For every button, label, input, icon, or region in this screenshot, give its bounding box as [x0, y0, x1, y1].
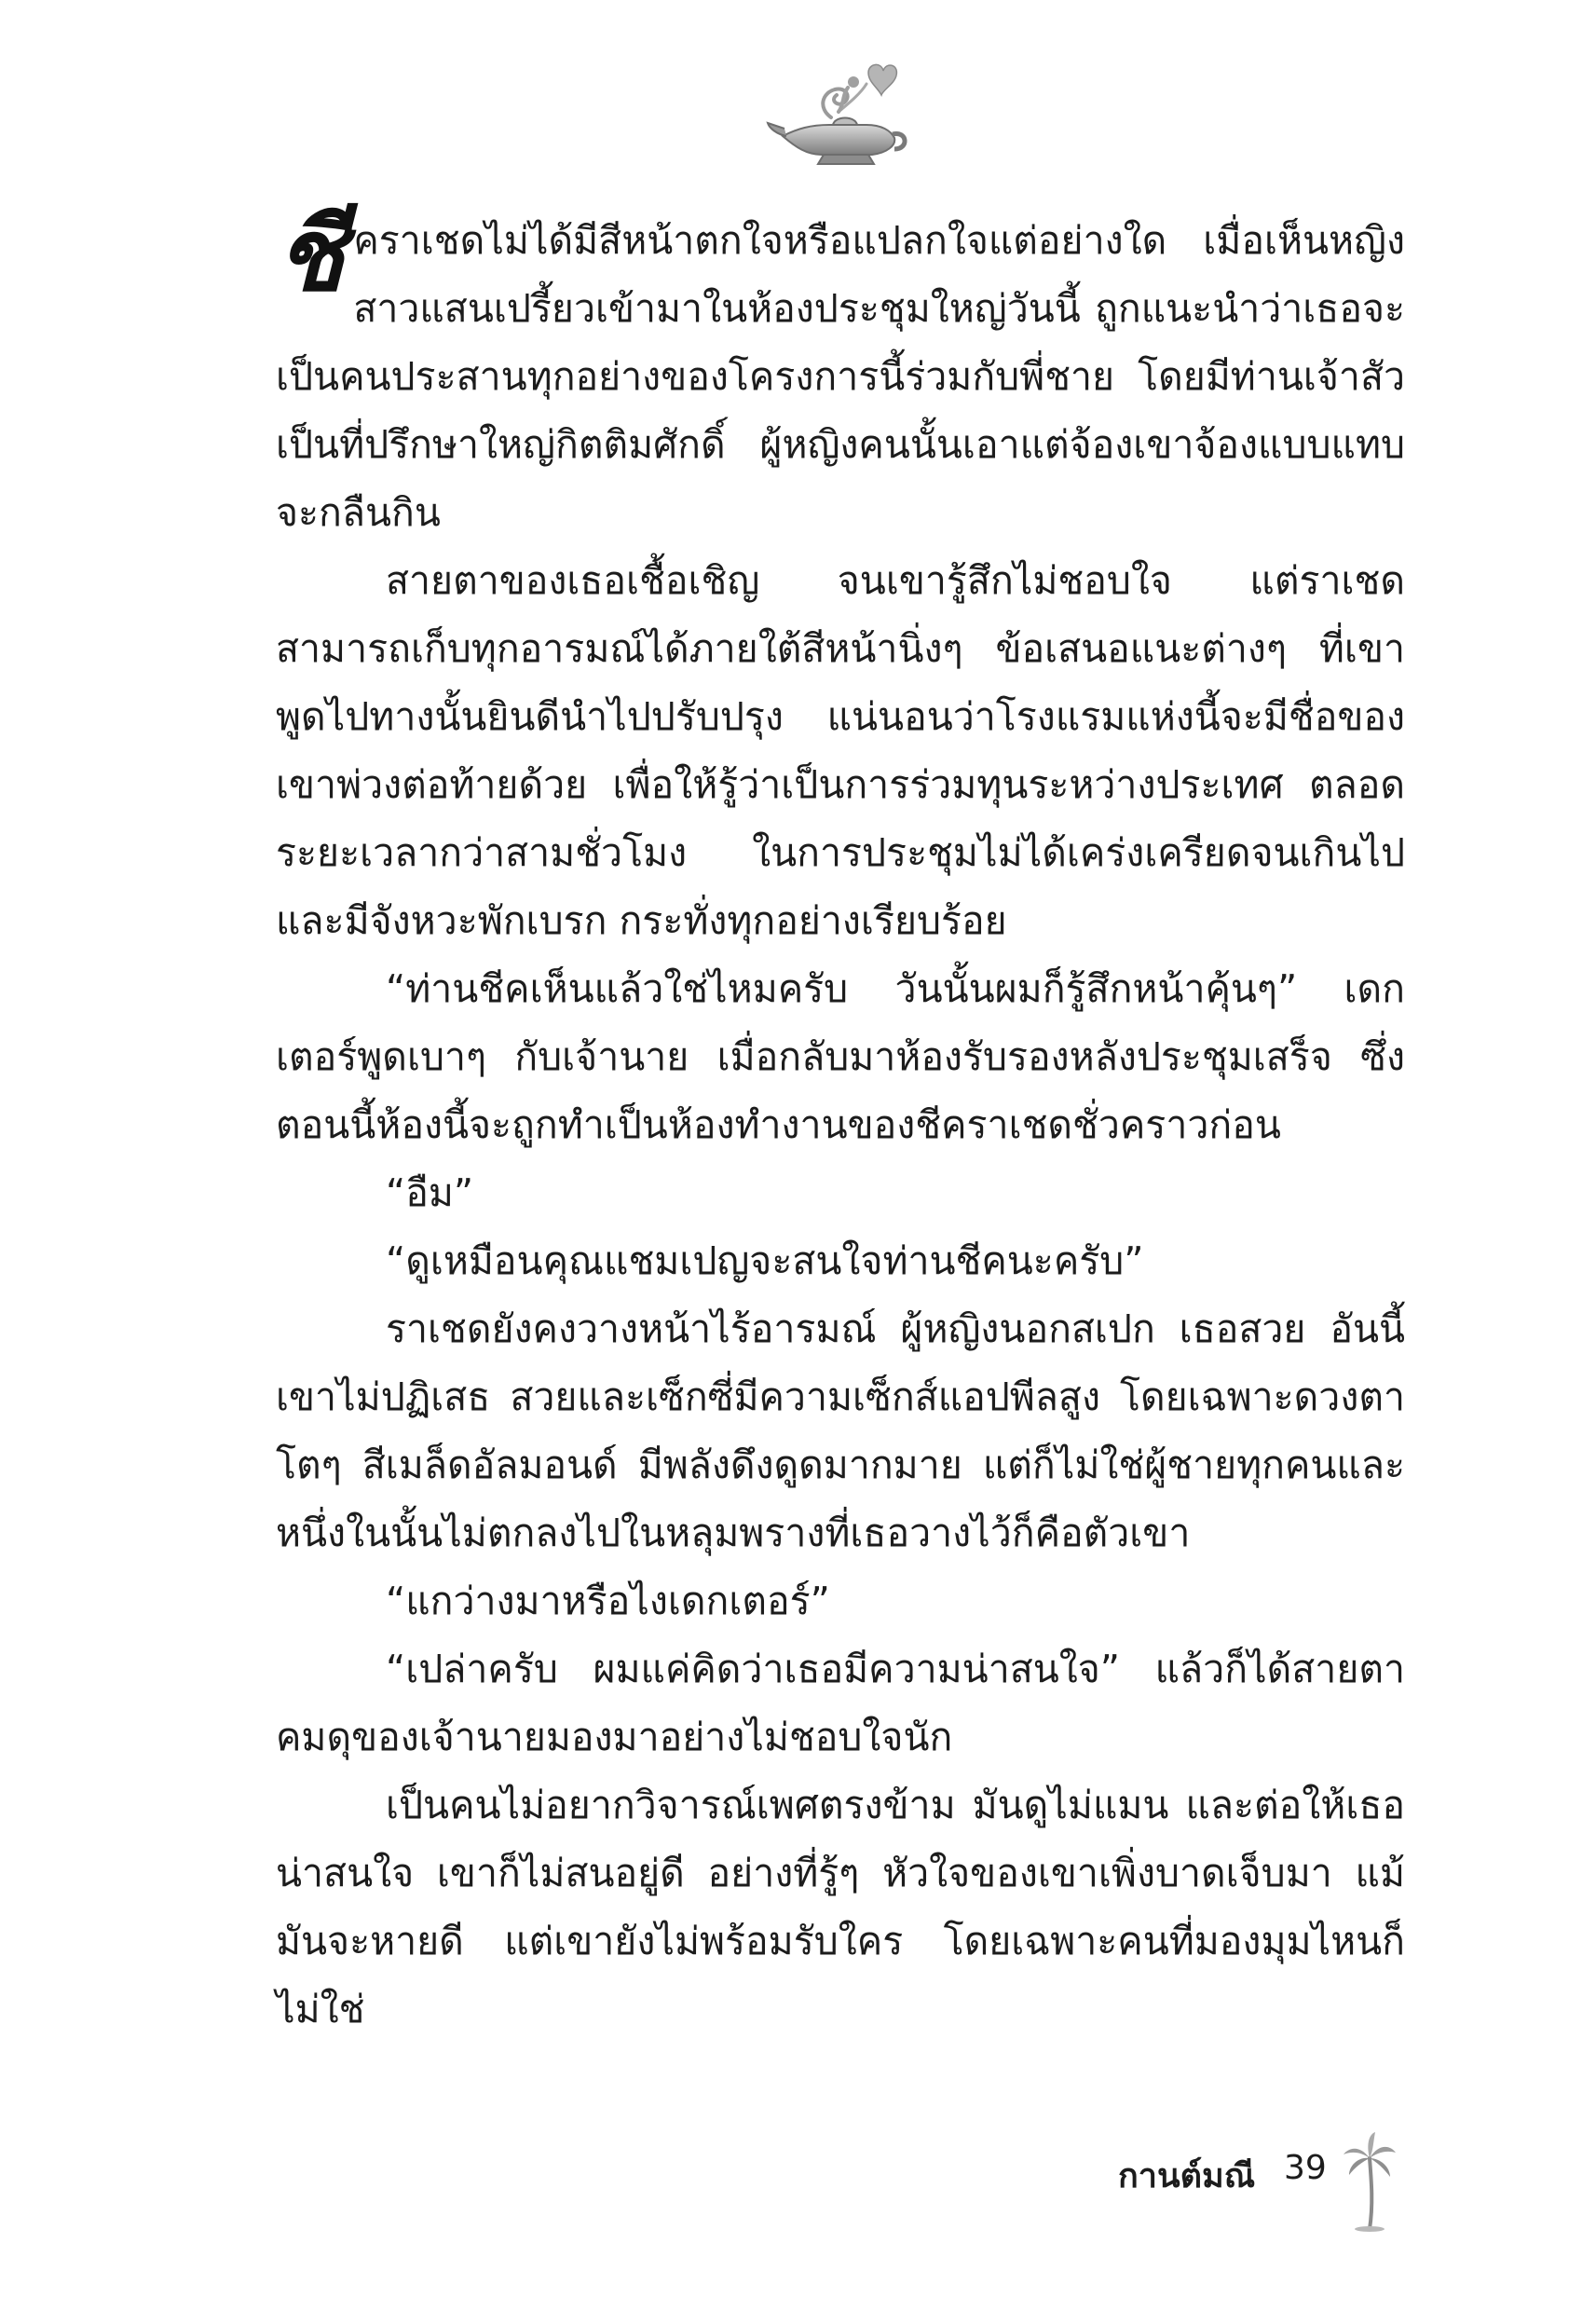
genie-lamp-ornament-icon: [764, 56, 913, 177]
page-footer: [1099, 2130, 1398, 2233]
paragraph-6: ราเชดยังคงวางหน้าไร้อารมณ์ ผู้หญิงนอกสเปก เธอสวย อันนี้เขาไม่ปฏิเสธ สวยและเซ็กซี่มีความเซ็กส์แอปพีลสูง โดยเฉพาะดวงตาโตๆ สีเมล็ดอัลมอนด์ มีพลังดึงดูดมากมาย แต่ก็ไม่ใช่ผู้ชายทุกคนและหนึ่งในนั้นไม่ตกลงไปในหลุมพรางที่เธอวางไว้ก็คือตัวเขา: [276, 1306, 1405, 1555]
paragraph-2: สายตาของเธอเชื้อเชิญ จนเขารู้สึกไม่ชอบใจ แต่ราเชดสามารถเก็บทุกอารมณ์ได้ภายใต้สีหน้านิ่งๆ ข้อเสนอแนะต่างๆ ที่เขาพูดไปทางนั้นยินดีนำไปปรับปรุง แน่นอนว่าโรงแรมแห่งนี้จะมีชื่อของเขาพ่วงต่อท้ายด้วย เพื่อให้รู้ว่าเป็นการร่วมทุนระหว่างประเทศ ตลอดระยะเวลากว่าสามชั่วโมง ในการประชุมไม่ได้เคร่งเครียดจนเกินไป และมีจังหวะพักเบรก กระทั่งทุกอย่างเรียบร้อย: [276, 558, 1405, 943]
paragraph-4: “อืม”: [386, 1170, 474, 1215]
palm-tree-icon: [1342, 2130, 1398, 2233]
paragraph-7: “แกว่างมาหรือไงเดกเตอร์”: [386, 1579, 830, 1623]
paragraph-5: “ดูเหมือนคุณแชมเปญจะสนใจท่านชีคนะครับ”: [386, 1238, 1144, 1283]
paragraph-8: “เปล่าครับ ผมแค่คิดว่าเธอมีความน่าสนใจ” แล้วก็ได้สายตาคมดุของเจ้านายมองมาอย่างไม่ชอบใจนัก: [276, 1647, 1405, 1759]
paragraph-1: [276, 197, 1405, 547]
paragraph-9: เป็นคนไม่อยากวิจารณ์เพศตรงข้าม มันดูไม่แมน และต่อให้เธอน่าสนใจ เขาก็ไม่สนอยู่ดี อย่างที่รู้ๆ หัวใจของเขาเพิ่งบาดเจ็บมา แม้มันจะหายดี แต่เขายังไม่พร้อมรับใคร โดยเฉพาะคนที่มองมุมไหนก็ไม่ใช่: [276, 1783, 1405, 2031]
story-text: [276, 197, 1405, 2044]
drop-cap: ชี: [276, 197, 345, 314]
page-number: 39: [1284, 2149, 1327, 2187]
paragraph-text: คราเชดไม่ได้มีสีหน้าตกใจหรือแปลกใจแต่อย่างใด เมื่อเห็นหญิงสาวแสนเปรี้ยวเข้ามาในห้องประชุมใหญ่วันนี้ ถูกแนะนำว่าเธอจะเป็นคนประสานทุกอย่างของโครงการนี้ร่วมกับพี่ชาย โดยมีท่านเจ้าสัวเป็นที่ปรึกษาใหญ่กิตติมศักดิ์ ผู้หญิงคนนั้นเอาแต่จ้องเขาจ้องแบบแทบจะกลืนกิน: [276, 218, 1405, 535]
paragraph-3: “ท่านชีคเห็นแล้วใช่ไหมครับ วันนั้นผมก็รู้สึกหน้าคุ้นๆ” เดกเตอร์พูดเบาๆ กับเจ้านาย เมื่อกลับมาห้องรับรองหลังประชุมเสร็จ ซึ่งตอนนี้ห้องนี้จะถูกทำเป็นห้องทำงานของชีคราเชดชั่วคราวก่อน: [276, 966, 1405, 1147]
author-name: กานต์มณี: [1118, 2157, 1256, 2195]
